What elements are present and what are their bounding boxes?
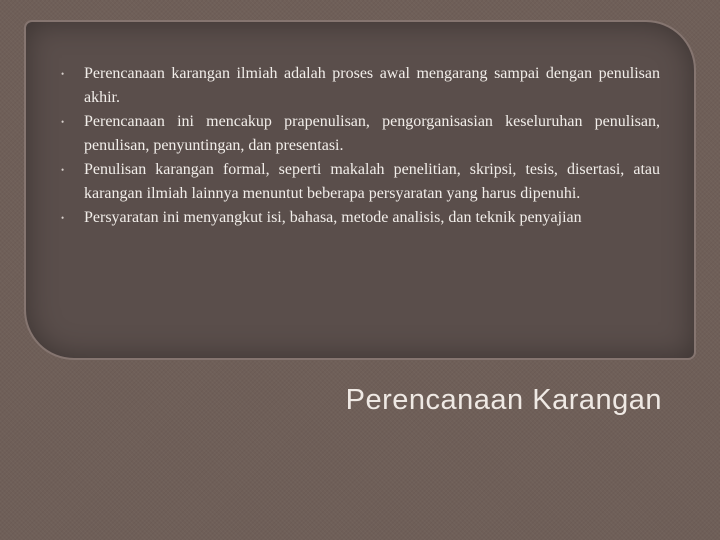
bullet-list xyxy=(58,62,660,230)
bullet-text: Perencanaan karangan ilmiah adalah proses awal mengarang sampai dengan penulisan akhir. xyxy=(84,65,660,106)
slide-title: Perencanaan Karangan xyxy=(345,384,662,416)
bullet-text: Persyaratan ini menyangkut isi, bahasa, metode analisis, dan teknik penyajian xyxy=(84,209,582,226)
bullet-marker: • xyxy=(61,165,65,175)
bullet-item-3 xyxy=(58,158,660,206)
bullet-item-1 xyxy=(58,62,660,110)
bullet-text: Penulisan karangan formal, seperti makalah penelitian, skripsi, tesis, disertasi, atau karangan ilmiah lainnya menuntut beberapa persyaratan yang harus dipenuhi. xyxy=(84,161,660,202)
bullet-marker: • xyxy=(61,69,65,79)
bullet-marker: • xyxy=(61,117,65,127)
bullet-text: Perencanaan ini mencakup prapenulisan, pengorganisasian keseluruhan penulisan, penulisan, penyuntingan, dan presentasi. xyxy=(84,113,660,154)
bullet-marker: • xyxy=(61,213,65,223)
bullet-item-2 xyxy=(58,110,660,158)
bullet-item-4 xyxy=(58,206,660,230)
